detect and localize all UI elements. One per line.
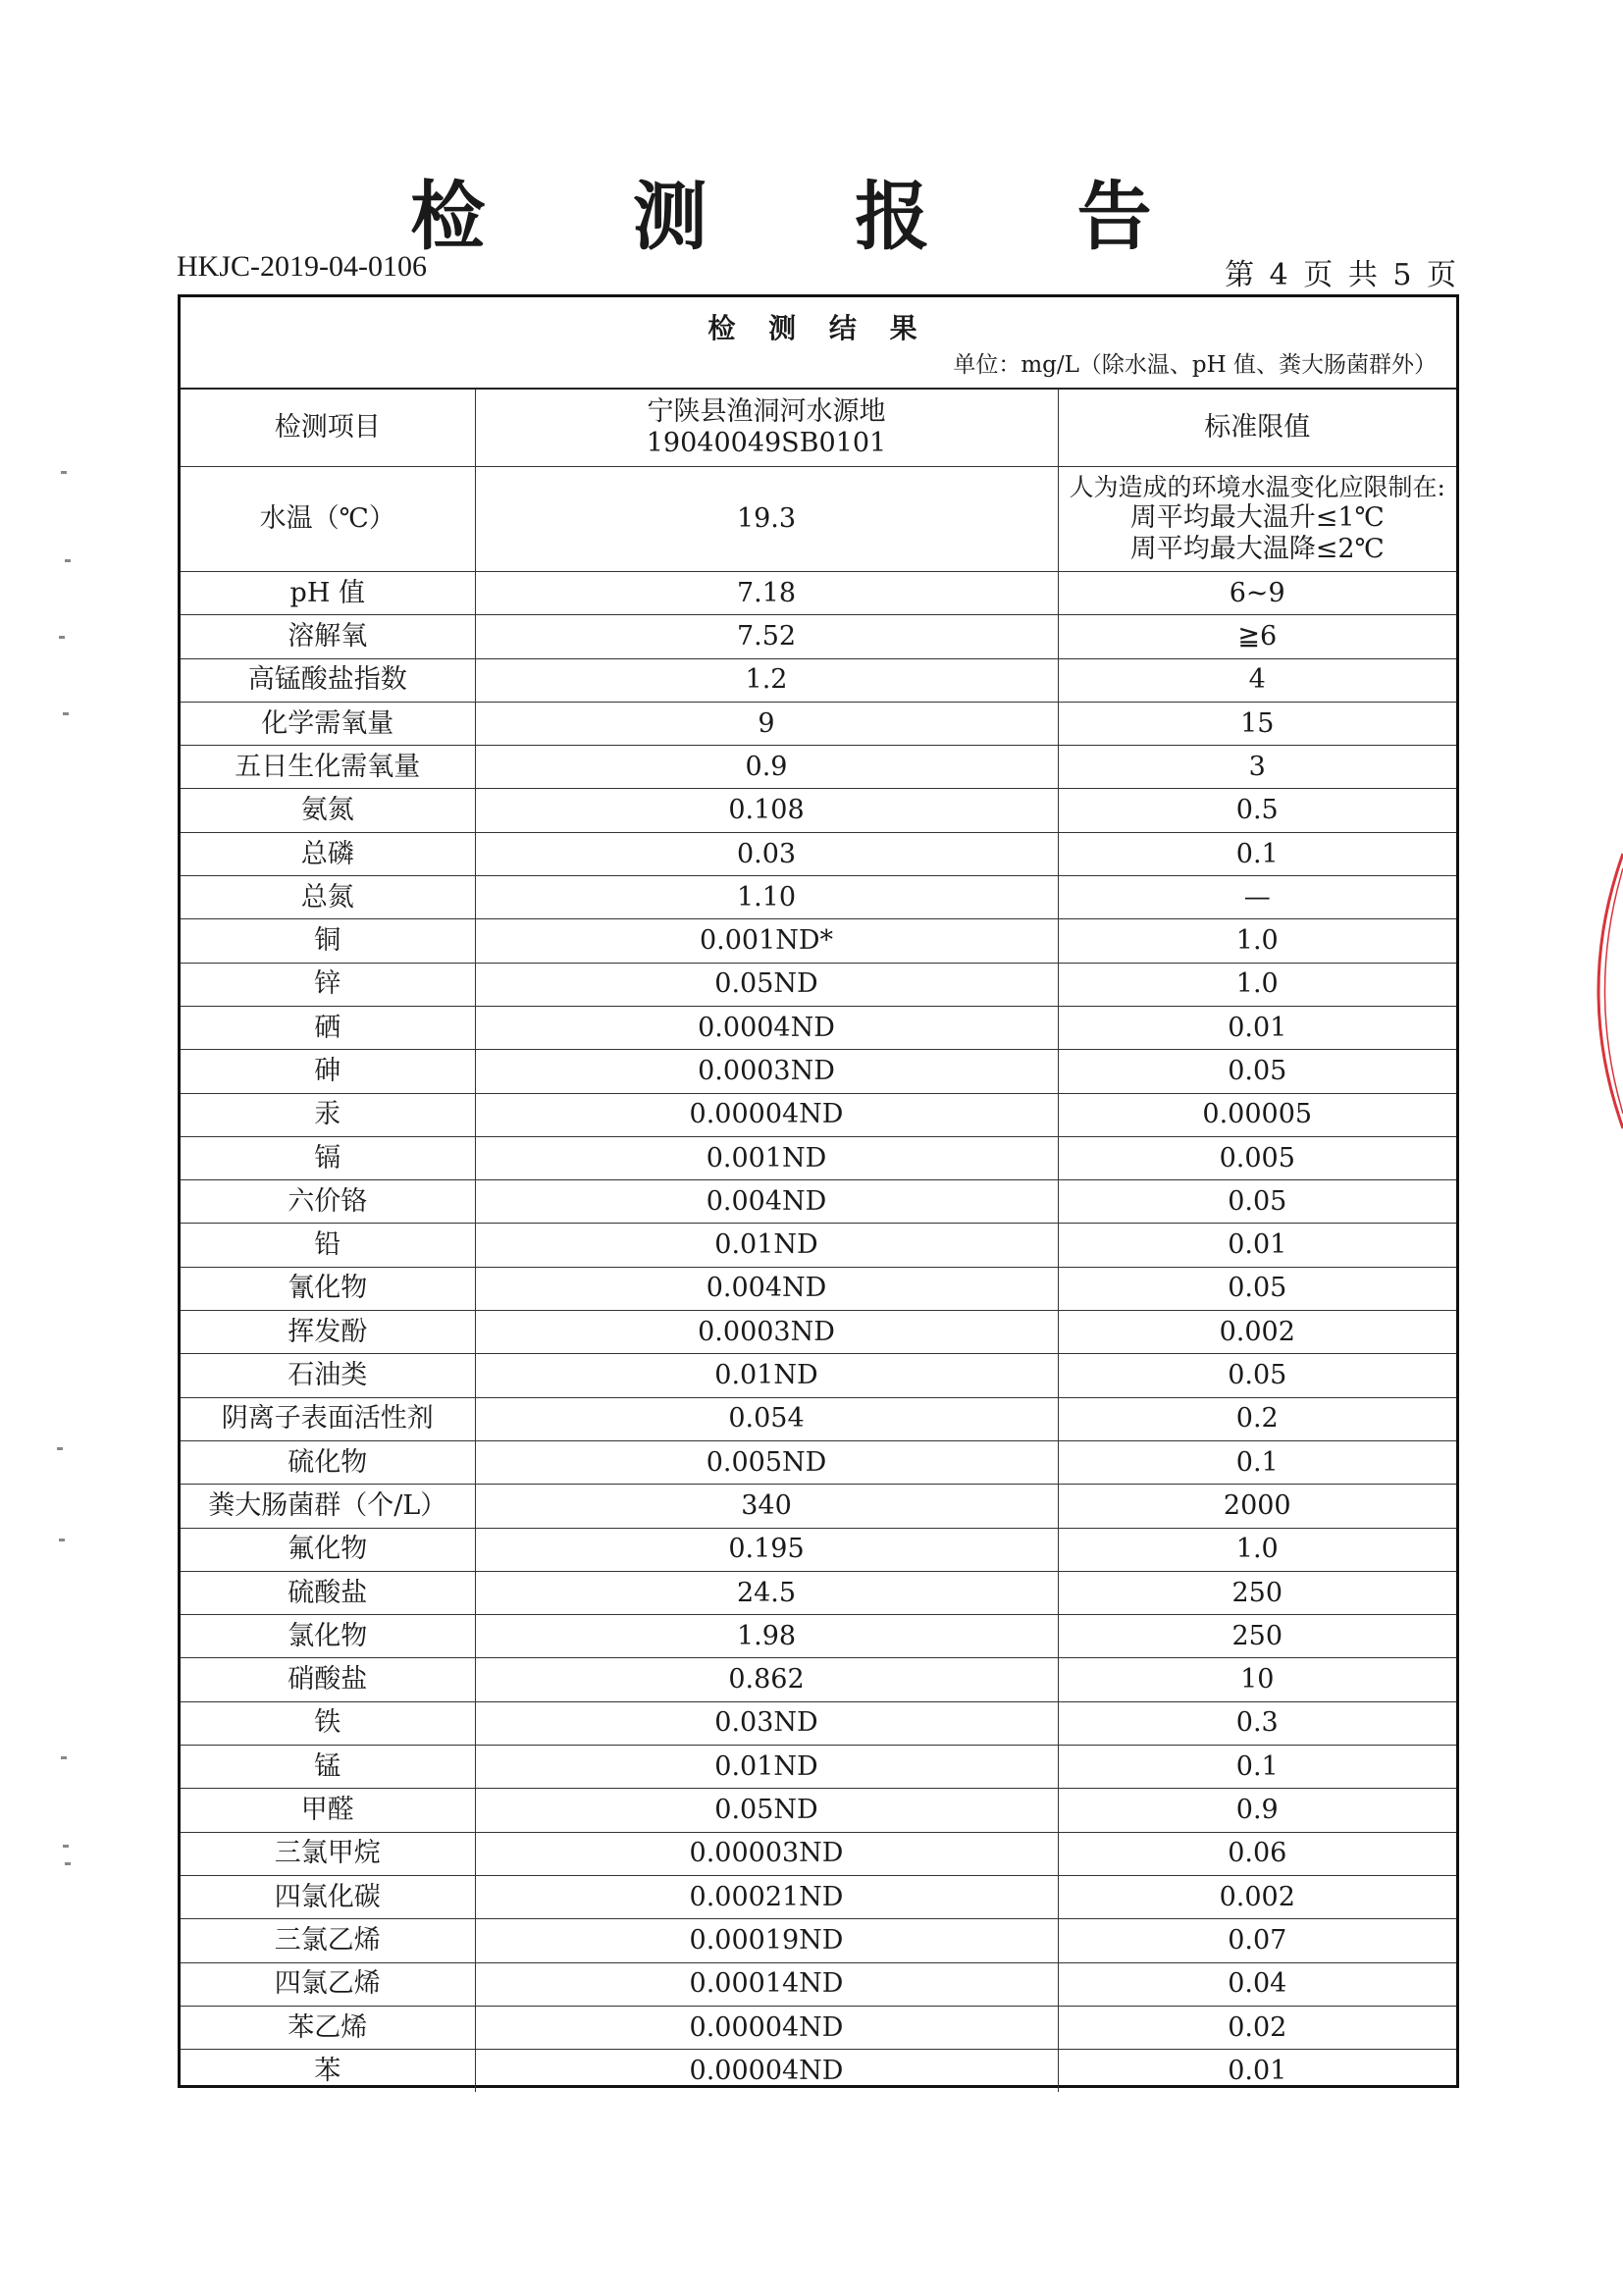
cell-value: 0.0004ND [475, 1006, 1058, 1049]
cell-item: 铜 [181, 919, 475, 963]
table-row [181, 1701, 1456, 1745]
table-row [181, 1224, 1456, 1267]
table-row [181, 789, 1456, 832]
cell-limit: 0.9 [1058, 1789, 1456, 1832]
cell-item: 镉 [181, 1136, 475, 1179]
cell-value: 1.10 [475, 876, 1058, 919]
cell-limit: 0.00005 [1058, 1093, 1456, 1136]
cell-limit: 0.05 [1058, 1267, 1456, 1310]
cell-item: 氟化物 [181, 1528, 475, 1571]
table-row [181, 1528, 1456, 1571]
cell-limit: 0.05 [1058, 1354, 1456, 1397]
cell-item: 阴离子表面活性剂 [181, 1397, 475, 1440]
table-row [181, 876, 1456, 919]
table-row [181, 1093, 1456, 1136]
cell-item: 氯化物 [181, 1615, 475, 1658]
cell-item: 总磷 [181, 832, 475, 875]
cell-item: 三氯乙烯 [181, 1919, 475, 1962]
table-row [181, 467, 1456, 572]
cell-value: 0.195 [475, 1528, 1058, 1571]
cell-item: pH 值 [181, 572, 475, 615]
cell-value: 0.054 [475, 1397, 1058, 1440]
table-row [181, 1875, 1456, 1918]
table-row [181, 1919, 1456, 1962]
cell-limit: 0.02 [1058, 2006, 1456, 2049]
cell-value: 24.5 [475, 1571, 1058, 1614]
table-row [181, 572, 1456, 615]
cell-value: 0.05ND [475, 963, 1058, 1006]
table-row [181, 1267, 1456, 1310]
table-row [181, 1354, 1456, 1397]
table-row [181, 1832, 1456, 1875]
unit-note: 单位：mg/L（除水温、pH 值、粪大肠菌群外） [953, 352, 1437, 378]
cell-item: 汞 [181, 1093, 475, 1136]
cell-limit: 0.005 [1058, 1136, 1456, 1179]
cell-limit: 0.01 [1058, 1224, 1456, 1267]
cell-value: 7.52 [475, 615, 1058, 658]
cell-value: 0.001ND* [475, 919, 1058, 963]
cell-value: 0.0003ND [475, 1311, 1058, 1354]
cell-value: 0.01ND [475, 1224, 1058, 1267]
cell-value: 19.3 [475, 467, 1058, 572]
table-row [181, 615, 1456, 658]
cell-limit: 0.002 [1058, 1311, 1456, 1354]
table-row [181, 1658, 1456, 1701]
header-limit: 标准限值 [1058, 390, 1456, 467]
cell-value: 0.00004ND [475, 2006, 1058, 2049]
cell-limit: 0.2 [1058, 1397, 1456, 1440]
table-row [181, 702, 1456, 745]
cell-value: 0.00014ND [475, 1962, 1058, 2006]
limit-line: 周平均最大温降≤2℃ [1129, 533, 1385, 564]
cell-limit: — [1058, 876, 1456, 919]
table-row [181, 1397, 1456, 1440]
cell-item: 挥发酚 [181, 1311, 475, 1354]
table-row [181, 1789, 1456, 1832]
cell-item: 三氯甲烷 [181, 1832, 475, 1875]
cell-item: 锰 [181, 1746, 475, 1789]
cell-item: 甲醛 [181, 1789, 475, 1832]
cell-item: 四氯化碳 [181, 1875, 475, 1918]
table-row [181, 2006, 1456, 2049]
cell-item: 溶解氧 [181, 615, 475, 658]
cell-limit: 10 [1058, 1658, 1456, 1701]
cell-value: 0.004ND [475, 1267, 1058, 1310]
cell-value: 0.00003ND [475, 1832, 1058, 1875]
cell-value: 0.05ND [475, 1789, 1058, 1832]
header-sample [475, 390, 1058, 467]
cell-value: 0.005ND [475, 1440, 1058, 1484]
cell-value: 0.03ND [475, 1701, 1058, 1745]
cell-item: 六价铬 [181, 1180, 475, 1224]
cell-item: 四氯乙烯 [181, 1962, 475, 2006]
cell-limit: 0.1 [1058, 1440, 1456, 1484]
cell-limit [1058, 467, 1456, 572]
table-row [181, 1006, 1456, 1049]
limit-line: 周平均最大温升≤1℃ [1129, 501, 1385, 533]
cell-value: 7.18 [475, 572, 1058, 615]
cell-value: 0.01ND [475, 1746, 1058, 1789]
cell-limit: 250 [1058, 1571, 1456, 1614]
cell-value: 0.00021ND [475, 1875, 1058, 1918]
table-row [181, 1136, 1456, 1179]
table-row [181, 1440, 1456, 1484]
header-sample-id: 19040049SB0101 [646, 428, 887, 458]
cell-limit: 0.3 [1058, 1701, 1456, 1745]
cell-value: 0.00019ND [475, 1919, 1058, 1962]
section-title: 检 测 结 果 [707, 312, 929, 344]
cell-item: 总氮 [181, 876, 475, 919]
table-row [181, 1571, 1456, 1614]
cell-limit: 0.05 [1058, 1180, 1456, 1224]
report-number: HKJC-2019-04-0106 [177, 250, 427, 283]
red-seal-stamp [1569, 844, 1623, 1138]
cell-value: 0.004ND [475, 1180, 1058, 1224]
cell-limit: 0.002 [1058, 1875, 1456, 1918]
table-row [181, 1962, 1456, 2006]
cell-limit: 15 [1058, 702, 1456, 745]
cell-item: 硫酸盐 [181, 1571, 475, 1614]
cell-item: 氨氮 [181, 789, 475, 832]
results-frame [178, 294, 1459, 2088]
cell-item: 铁 [181, 1701, 475, 1745]
cell-value: 340 [475, 1485, 1058, 1528]
cell-value: 0.108 [475, 789, 1058, 832]
cell-item: 铅 [181, 1224, 475, 1267]
table-row [181, 746, 1456, 789]
cell-limit: 1.0 [1058, 963, 1456, 1006]
cell-value: 0.00004ND [475, 2050, 1058, 2093]
table-row [181, 919, 1456, 963]
page-info: 第 4 页 共 5 页 [1225, 258, 1456, 292]
cell-item: 氰化物 [181, 1267, 475, 1310]
cell-item: 硒 [181, 1006, 475, 1049]
cell-limit: 1.0 [1058, 1528, 1456, 1571]
cell-item: 锌 [181, 963, 475, 1006]
cell-limit: 250 [1058, 1615, 1456, 1658]
table-row [181, 1485, 1456, 1528]
cell-value: 0.01ND [475, 1354, 1058, 1397]
document-title: 检 测 报 告 [410, 173, 1213, 260]
cell-limit: 0.06 [1058, 1832, 1456, 1875]
table-row [181, 1746, 1456, 1789]
table-row [181, 963, 1456, 1006]
cell-item: 石油类 [181, 1354, 475, 1397]
header-sample-name: 宁陕县渔洞河水源地 [647, 396, 886, 428]
results-table [181, 390, 1456, 2092]
cell-limit: 4 [1058, 658, 1456, 702]
cell-item: 砷 [181, 1050, 475, 1093]
cell-value: 1.2 [475, 658, 1058, 702]
cell-value: 0.9 [475, 746, 1058, 789]
cell-value: 0.001ND [475, 1136, 1058, 1179]
cell-limit: 0.07 [1058, 1919, 1456, 1962]
cell-item: 硫化物 [181, 1440, 475, 1484]
cell-limit: 1.0 [1058, 919, 1456, 963]
cell-value: 0.00004ND [475, 1093, 1058, 1136]
table-row [181, 1311, 1456, 1354]
cell-item: 苯 [181, 2050, 475, 2093]
cell-item: 化学需氧量 [181, 702, 475, 745]
table-row [181, 832, 1456, 875]
table-row [181, 1615, 1456, 1658]
table-row [181, 1050, 1456, 1093]
cell-limit: 6~9 [1058, 572, 1456, 615]
cell-limit: 0.05 [1058, 1050, 1456, 1093]
limit-line: 人为造成的环境水温变化应限制在: [1069, 473, 1445, 502]
table-header-row [181, 390, 1456, 467]
cell-limit: 0.5 [1058, 789, 1456, 832]
cell-limit: 2000 [1058, 1485, 1456, 1528]
cell-item: 硝酸盐 [181, 1658, 475, 1701]
table-row [181, 2050, 1456, 2093]
cell-item: 五日生化需氧量 [181, 746, 475, 789]
cell-item: 水温（℃） [181, 467, 475, 572]
cell-limit: ≧6 [1058, 615, 1456, 658]
cell-limit: 0.01 [1058, 1006, 1456, 1049]
cell-item: 苯乙烯 [181, 2006, 475, 2049]
cell-value: 1.98 [475, 1615, 1058, 1658]
cell-limit: 0.04 [1058, 1962, 1456, 2006]
table-row [181, 658, 1456, 702]
cell-value: 9 [475, 702, 1058, 745]
header-item: 检测项目 [181, 390, 475, 467]
cell-value: 0.0003ND [475, 1050, 1058, 1093]
cell-limit: 0.1 [1058, 1746, 1456, 1789]
cell-limit: 0.1 [1058, 832, 1456, 875]
cell-value: 0.862 [475, 1658, 1058, 1701]
cell-item: 高锰酸盐指数 [181, 658, 475, 702]
cell-value: 0.03 [475, 832, 1058, 875]
cell-limit: 0.01 [1058, 2050, 1456, 2093]
results-header [181, 297, 1456, 390]
cell-limit: 3 [1058, 746, 1456, 789]
table-row [181, 1180, 1456, 1224]
cell-item: 粪大肠菌群（个/L） [181, 1485, 475, 1528]
